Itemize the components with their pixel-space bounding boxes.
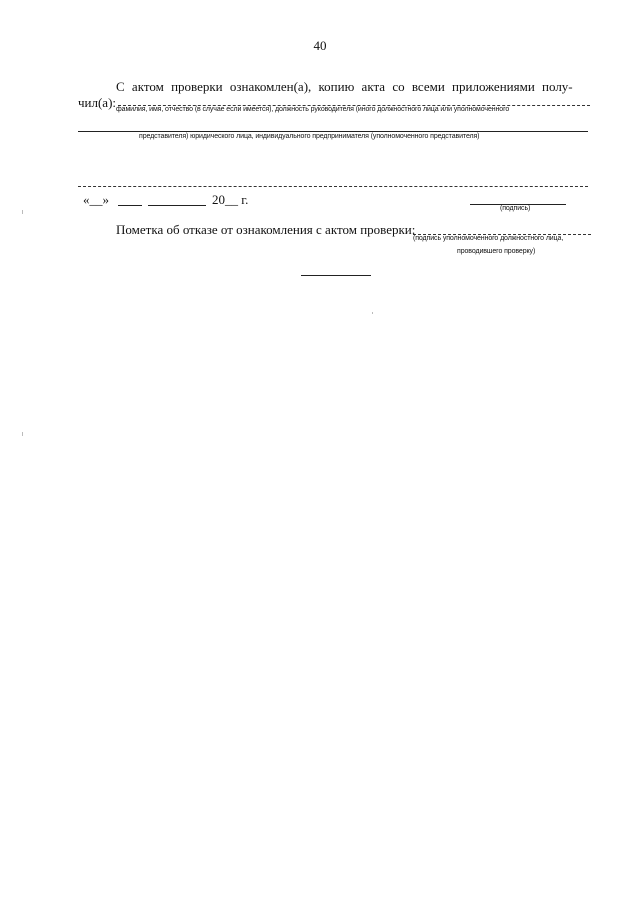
date-day-underline [118, 205, 142, 206]
page-number: 40 [313, 38, 327, 53]
ack-line-1: С актом проверки ознакомлен(а), копию акта со всеми приложениями полу- [116, 79, 573, 94]
separator-line [78, 186, 588, 187]
date-year: 20__ г. [212, 192, 249, 207]
scan-mark [22, 432, 23, 436]
ack-caption-2: представителя) юридического лица, индивидуального предпринимателя (уполномоченного представителя) [139, 133, 480, 140]
ack-line-2: чил(а): [78, 95, 117, 110]
closing-rule [301, 275, 371, 276]
refusal-label: Пометка об отказе от ознакомления с актом проверки: [116, 222, 416, 237]
scan-mark [372, 312, 373, 314]
organization-underline [78, 131, 588, 132]
refusal-caption-1: (подпись уполномоченного должностного лица, [413, 235, 564, 242]
date-month-underline [148, 205, 206, 206]
ack-caption-1: фамилия, имя, отчество (в случае если имеется), должность руководителя (иного должностного лица или уполномоченного [116, 106, 510, 113]
date-day-quotes: «__» [83, 192, 109, 207]
signature-caption: (подпись) [500, 205, 531, 212]
refusal-caption-2: проводившего проверку) [457, 248, 536, 255]
scan-mark [22, 210, 23, 214]
